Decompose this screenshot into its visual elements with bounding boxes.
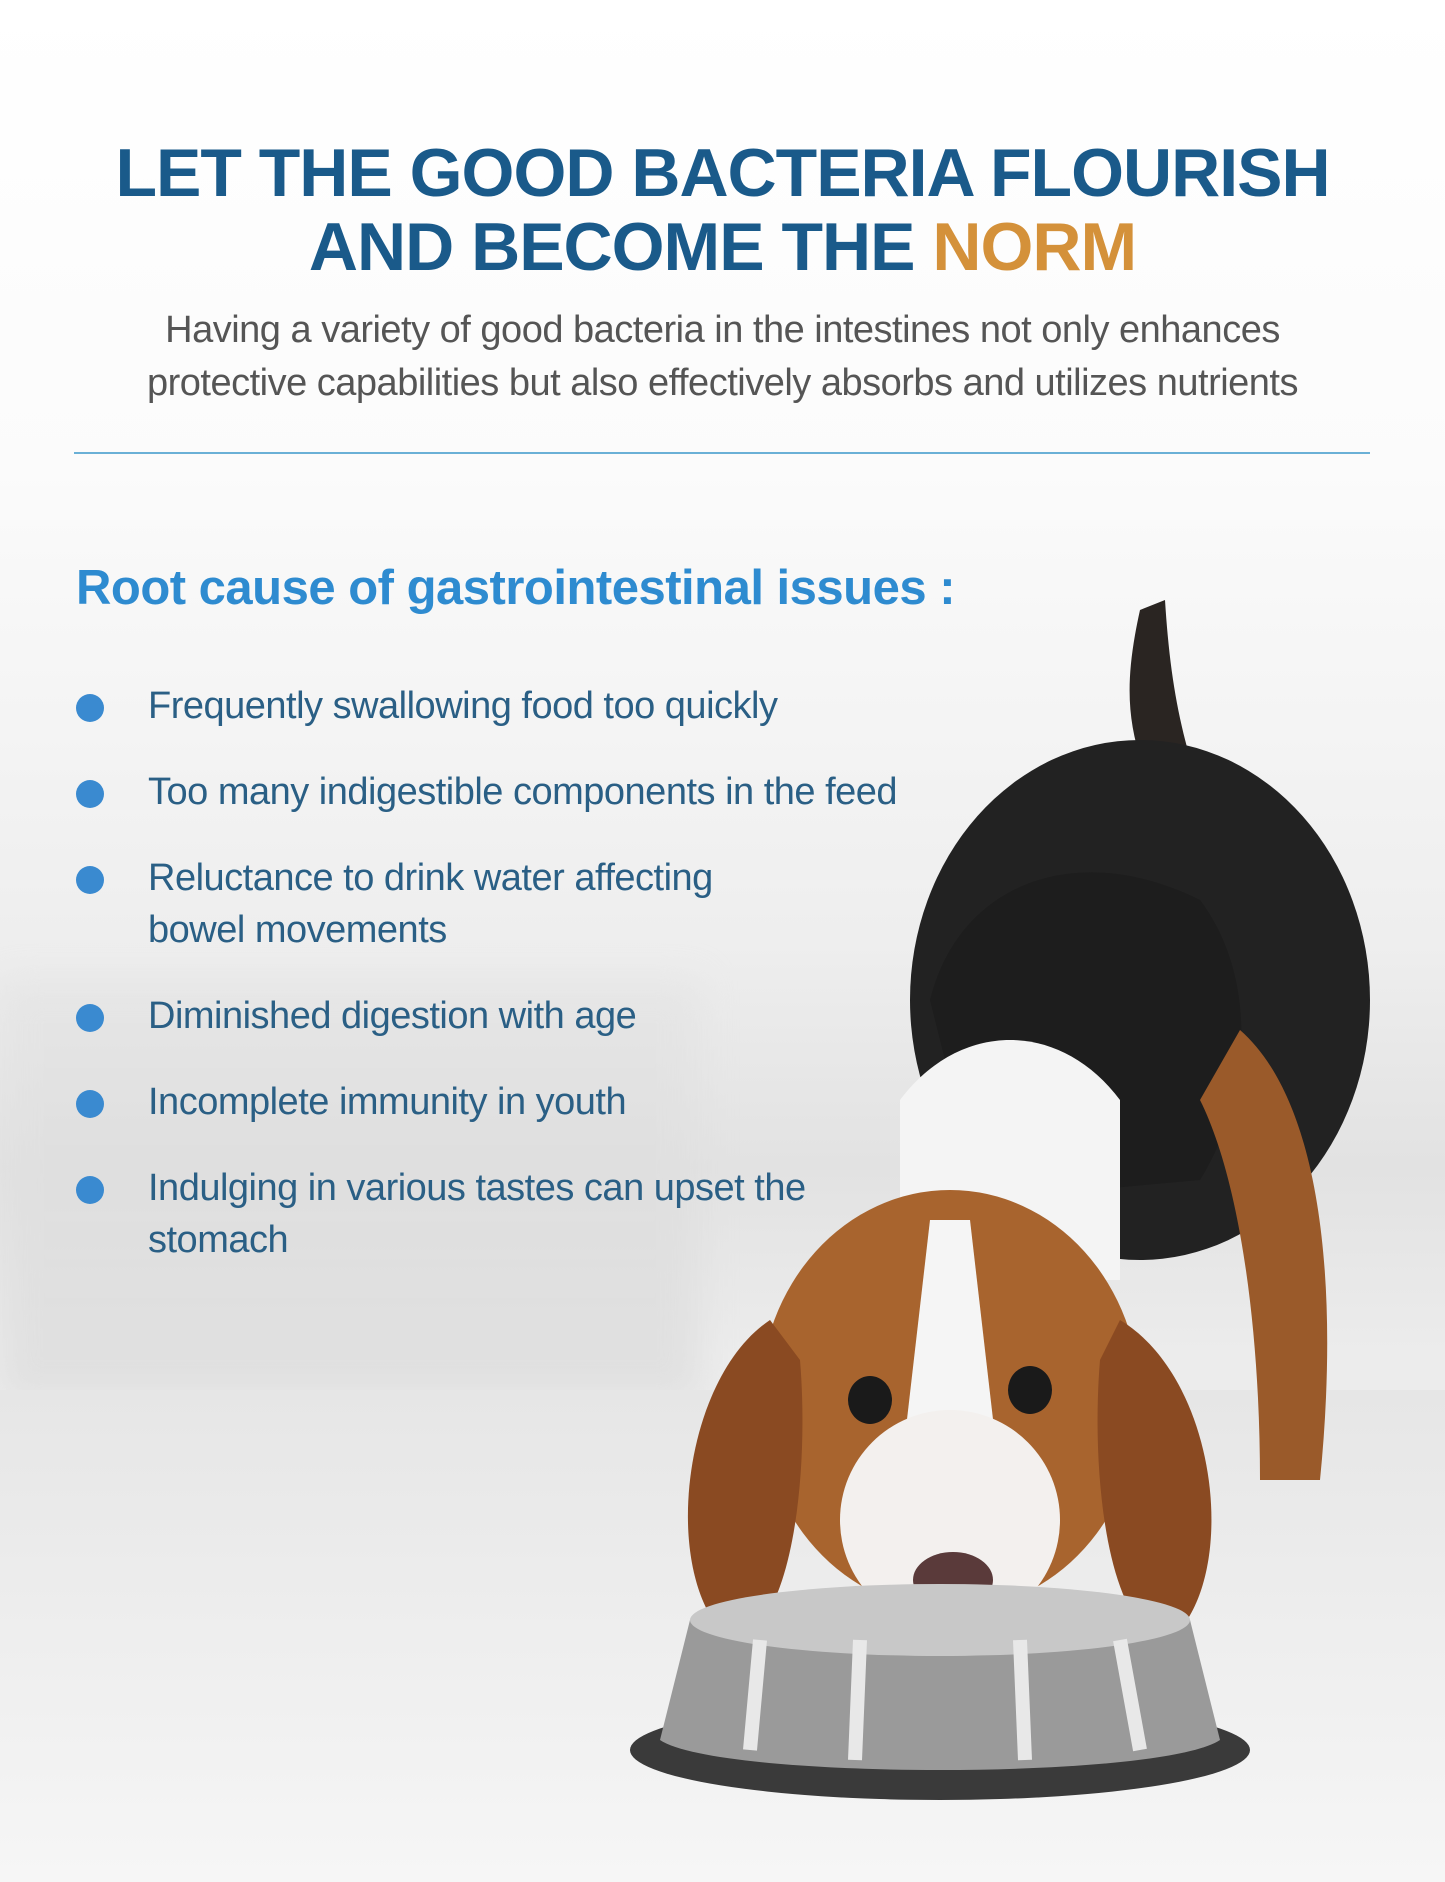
list-item <box>148 852 768 956</box>
title-accent-word: NORM <box>932 209 1137 285</box>
subtitle <box>40 304 1405 410</box>
list-item-label: Reluctance to drink water affecting bowel movements <box>148 857 713 951</box>
bullet-icon <box>76 1176 104 1204</box>
bullet-icon <box>76 694 104 722</box>
bullet-icon <box>76 1090 104 1118</box>
list-item-label: Frequently swallowing food too quickly <box>148 685 778 727</box>
bullet-icon <box>76 780 104 808</box>
list-item <box>148 1162 828 1266</box>
bullet-icon <box>76 866 104 894</box>
list-item-label: Indulging in various tastes can upset the stomach <box>148 1167 806 1261</box>
subtitle-line-1: Having a variety of good bacteria in the intestines not only enhances <box>165 309 1280 351</box>
divider <box>74 452 1370 454</box>
cause-list <box>0 680 928 1300</box>
subtitle-line-2: protective capabilities but also effectively absorbs and utilizes nutrients <box>146 362 1298 404</box>
list-item-label: Diminished digestion with age <box>148 995 637 1037</box>
list-item <box>148 990 928 1042</box>
list-item <box>148 1076 928 1128</box>
bullet-icon <box>76 1004 104 1032</box>
list-item-label: Incomplete immunity in youth <box>148 1081 627 1123</box>
title-line-2: AND BECOME THE <box>308 209 933 285</box>
list-item <box>148 680 928 732</box>
title-line-1: LET THE GOOD BACTERIA FLOURISH <box>115 135 1330 211</box>
list-item <box>148 766 928 818</box>
list-item-label: Too many indigestible components in the feed <box>148 771 898 813</box>
section-heading: Root cause of gastrointestinal issues : <box>76 561 956 615</box>
page-title <box>0 136 1445 284</box>
